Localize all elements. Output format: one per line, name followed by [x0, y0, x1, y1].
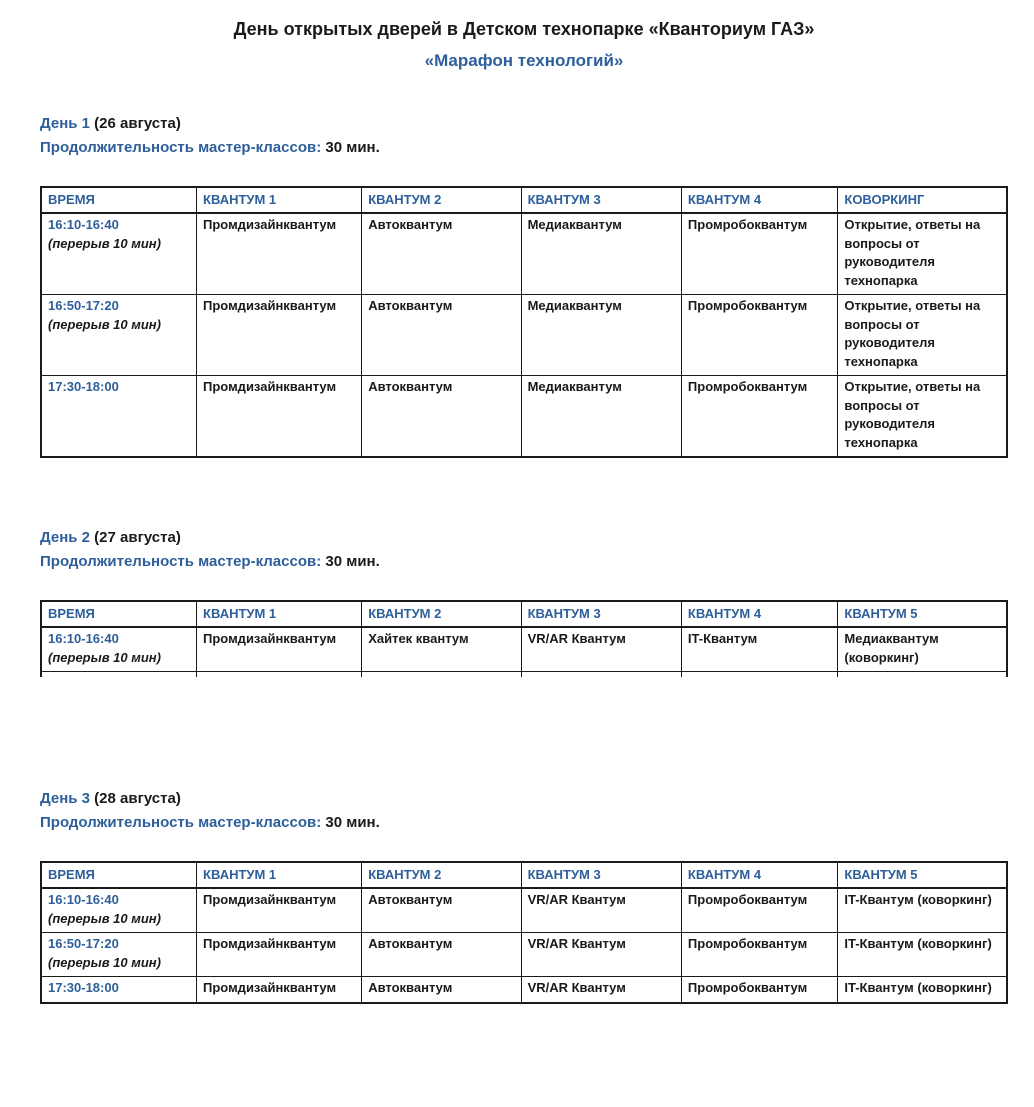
session-cell: IT-Квантум (коворкинг) — [838, 933, 1007, 977]
table-wrapper — [40, 861, 1008, 1004]
schedule-row — [41, 213, 1007, 295]
page-subtitle: «Марафон технологий» — [424, 51, 624, 70]
day-date: (28 августа) — [90, 790, 181, 807]
session-cell: Промдизайнквантум — [197, 627, 362, 672]
column-header: ВРЕМЯ — [41, 601, 197, 627]
session-cell: Промробоквантум — [681, 933, 837, 977]
time-cell — [41, 933, 197, 977]
session-cell: VR/AR Квантум — [521, 977, 681, 1003]
session-cell: Открытие, ответы на вопросы от руководителя технопарка — [838, 213, 1007, 295]
header-row — [41, 187, 1007, 213]
column-header: КВАНТУМ 3 — [521, 601, 681, 627]
day-section-1 — [40, 112, 1008, 458]
truncated-cell — [521, 672, 681, 678]
time-value: 16:10-16:40 — [48, 892, 119, 907]
table-body — [41, 888, 1007, 1003]
time-value: 17:30-18:00 — [48, 379, 119, 394]
schedule-sections — [40, 112, 1008, 1004]
column-header: КВАНТУМ 1 — [197, 601, 362, 627]
duration-line — [40, 550, 1008, 574]
schedule-row — [41, 295, 1007, 376]
duration-line — [40, 811, 1008, 835]
duration-label: Продолжительность мастер-классов: — [40, 139, 322, 156]
session-cell: IT-Квантум (коворкинг) — [838, 977, 1007, 1003]
session-cell: Промдизайнквантум — [197, 213, 362, 295]
session-cell: Промробоквантум — [681, 295, 837, 376]
session-cell: Открытие, ответы на вопросы от руководителя технопарка — [838, 295, 1007, 376]
time-cell — [41, 888, 197, 933]
header-row — [41, 601, 1007, 627]
day-heading — [40, 112, 1008, 136]
page-title: День открытых дверей в Детском технопарке «Кванториум ГАЗ» — [233, 19, 815, 39]
schedule-table — [40, 861, 1008, 1004]
session-cell: IT-Квантум — [681, 627, 837, 672]
schedule-row — [41, 888, 1007, 933]
schedule-row — [41, 933, 1007, 977]
column-header: ВРЕМЯ — [41, 862, 197, 888]
column-header: КВАНТУМ 1 — [197, 187, 362, 213]
schedule-table — [40, 600, 1008, 677]
time-value: 16:10-16:40 — [48, 631, 119, 646]
session-cell: Автоквантум — [362, 977, 521, 1003]
column-header: КВАНТУМ 1 — [197, 862, 362, 888]
table-head — [41, 187, 1007, 213]
time-value: 16:50-17:20 — [48, 936, 119, 951]
session-cell: Автоквантум — [362, 888, 521, 933]
schedule-table — [40, 186, 1008, 458]
break-note: (перерыв 10 мин) — [48, 316, 161, 332]
time-value: 16:50-17:20 — [48, 298, 119, 313]
duration-value: 30 мин. — [321, 553, 380, 570]
column-header: КВАНТУМ 5 — [838, 601, 1007, 627]
session-cell: Открытие, ответы на вопросы от руководителя технопарка — [838, 376, 1007, 458]
column-header: КВАНТУМ 2 — [362, 601, 521, 627]
truncated-cell — [838, 672, 1007, 678]
time-cell — [41, 627, 197, 672]
session-cell: Промдизайнквантум — [197, 933, 362, 977]
session-cell: Промдизайнквантум — [197, 977, 362, 1003]
table-body — [41, 213, 1007, 457]
day-label: День 1 — [40, 115, 91, 132]
schedule-row — [41, 376, 1007, 458]
column-header: КВАНТУМ 4 — [681, 601, 837, 627]
duration-label: Продолжительность мастер-классов: — [40, 553, 322, 570]
session-cell: Медиаквантум — [521, 295, 681, 376]
time-cell — [41, 213, 197, 295]
truncated-cell — [362, 672, 521, 678]
session-cell: Автоквантум — [362, 295, 521, 376]
time-cell — [41, 376, 197, 458]
day-date: (27 августа) — [90, 529, 181, 546]
day-label: День 2 — [40, 529, 91, 546]
column-header: КВАНТУМ 2 — [362, 187, 521, 213]
schedule-row — [41, 627, 1007, 672]
session-cell: Промробоквантум — [681, 977, 837, 1003]
day-heading — [40, 787, 1008, 811]
table-wrapper — [40, 600, 1008, 677]
table-body — [41, 627, 1007, 677]
time-value: 16:10-16:40 — [48, 217, 119, 232]
duration-value: 30 мин. — [321, 139, 380, 156]
break-note: (перерыв 10 мин) — [48, 954, 161, 970]
column-header: КВАНТУМ 4 — [681, 187, 837, 213]
session-cell: Промробоквантум — [681, 376, 837, 458]
session-cell: Медиаквантум (коворкинг) — [838, 627, 1007, 672]
table-head — [41, 601, 1007, 627]
table-head — [41, 862, 1007, 888]
duration-line — [40, 136, 1008, 160]
break-note: (перерыв 10 мин) — [48, 649, 161, 665]
session-cell: Автоквантум — [362, 213, 521, 295]
header-row — [41, 862, 1007, 888]
session-cell: Промробоквантум — [681, 888, 837, 933]
day-heading — [40, 526, 1008, 550]
session-cell: Промдизайнквантум — [197, 376, 362, 458]
truncated-cell — [681, 672, 837, 678]
session-cell: VR/AR Квантум — [521, 627, 681, 672]
column-header: ВРЕМЯ — [41, 187, 197, 213]
column-header: КОВОРКИНГ — [838, 187, 1007, 213]
day-label: День 3 — [40, 790, 91, 807]
table-wrapper — [40, 186, 1008, 458]
column-header: КВАНТУМ 5 — [838, 862, 1007, 888]
duration-label: Продолжительность мастер-классов: — [40, 814, 322, 831]
break-note: (перерыв 10 мин) — [48, 910, 161, 926]
day-section-3 — [40, 787, 1008, 1004]
session-cell: Хайтек квантум — [362, 627, 521, 672]
session-cell: Автоквантум — [362, 933, 521, 977]
session-cell: Медиаквантум — [521, 376, 681, 458]
time-cell — [41, 295, 197, 376]
session-cell: VR/AR Квантум — [521, 888, 681, 933]
session-cell: Промдизайнквантум — [197, 295, 362, 376]
column-header: КВАНТУМ 3 — [521, 862, 681, 888]
session-cell: Автоквантум — [362, 376, 521, 458]
session-cell: IT-Квантум (коворкинг) — [838, 888, 1007, 933]
time-cell — [41, 977, 197, 1003]
day-date: (26 августа) — [90, 115, 181, 132]
session-cell: Медиаквантум — [521, 213, 681, 295]
session-cell: Промробоквантум — [681, 213, 837, 295]
schedule-row — [41, 977, 1007, 1003]
column-header: КВАНТУМ 2 — [362, 862, 521, 888]
truncated-row — [41, 672, 1007, 678]
session-cell: VR/AR Квантум — [521, 933, 681, 977]
session-cell: Промдизайнквантум — [197, 888, 362, 933]
column-header: КВАНТУМ 3 — [521, 187, 681, 213]
column-header: КВАНТУМ 4 — [681, 862, 837, 888]
truncated-cell — [41, 672, 197, 678]
time-value: 17:30-18:00 — [48, 980, 119, 995]
truncated-cell — [197, 672, 362, 678]
day-section-2 — [40, 526, 1008, 677]
break-note: (перерыв 10 мин) — [48, 235, 161, 251]
duration-value: 30 мин. — [321, 814, 380, 831]
